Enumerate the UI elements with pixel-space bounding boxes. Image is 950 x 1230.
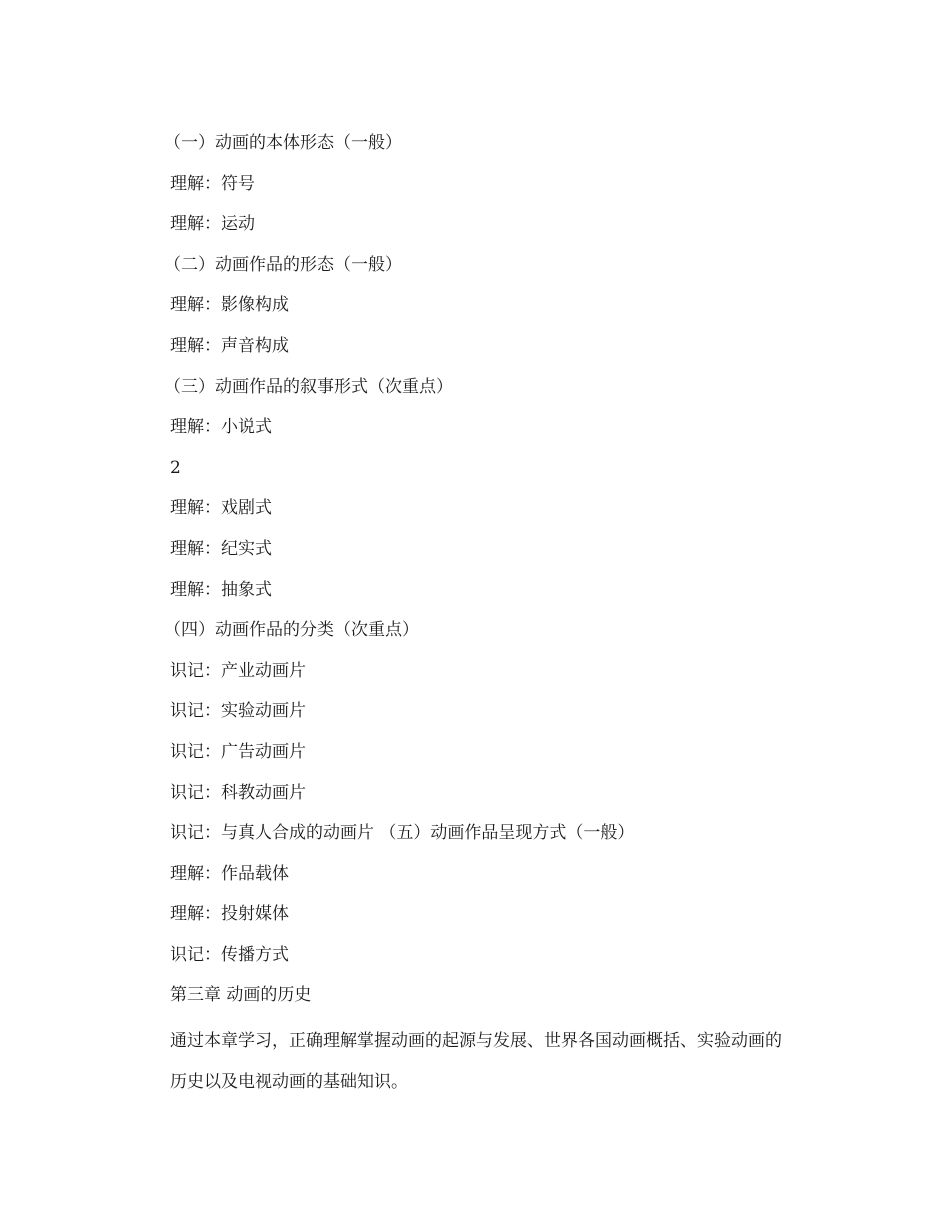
list-item: 理解：影像构成 (170, 295, 289, 316)
list-item: 识记：广告动画片 (170, 741, 306, 762)
list-item: 理解：小说式 (170, 417, 272, 438)
document-body (164, 128, 810, 1102)
list-item: 理解：戏剧式 (170, 498, 272, 519)
list-item: 识记：产业动画片 (170, 660, 306, 681)
list-item: 理解：声音构成 (170, 335, 289, 356)
list-item: 理解：纪实式 (170, 538, 272, 559)
list-item: 理解：作品载体 (170, 863, 289, 884)
list-item: 识记：实验动画片 (170, 701, 306, 722)
list-item: 识记：科教动画片 (170, 782, 306, 803)
list-item: 识记：传播方式 (170, 944, 289, 965)
page-number: 2 (170, 457, 181, 478)
list-item: 理解：运动 (170, 214, 255, 235)
section-heading-2: （二）动画作品的形态（一般） (164, 254, 402, 275)
chapter-intro-paragraph: 通过本章学习，正确理解掌握动画的起源与发展、世界各国动画概括、实验动画的历史以及电视动画的基础知识。 (170, 1031, 782, 1092)
section-heading-4: （四）动画作品的分类（次重点） (164, 620, 419, 641)
list-item: 理解：投射媒体 (170, 904, 289, 925)
section-heading-1: （一）动画的本体形态（一般） (164, 133, 402, 153)
list-item: 理解：抽象式 (170, 579, 272, 600)
list-item: 理解：符号 (170, 173, 255, 194)
section-heading-3: （三）动画作品的叙事形式（次重点） (164, 376, 453, 397)
list-item: 识记：与真人合成的动画片 （五）动画作品呈现方式（一般） (170, 823, 635, 844)
chapter-title: 第三章 动画的历史 (170, 985, 312, 1006)
